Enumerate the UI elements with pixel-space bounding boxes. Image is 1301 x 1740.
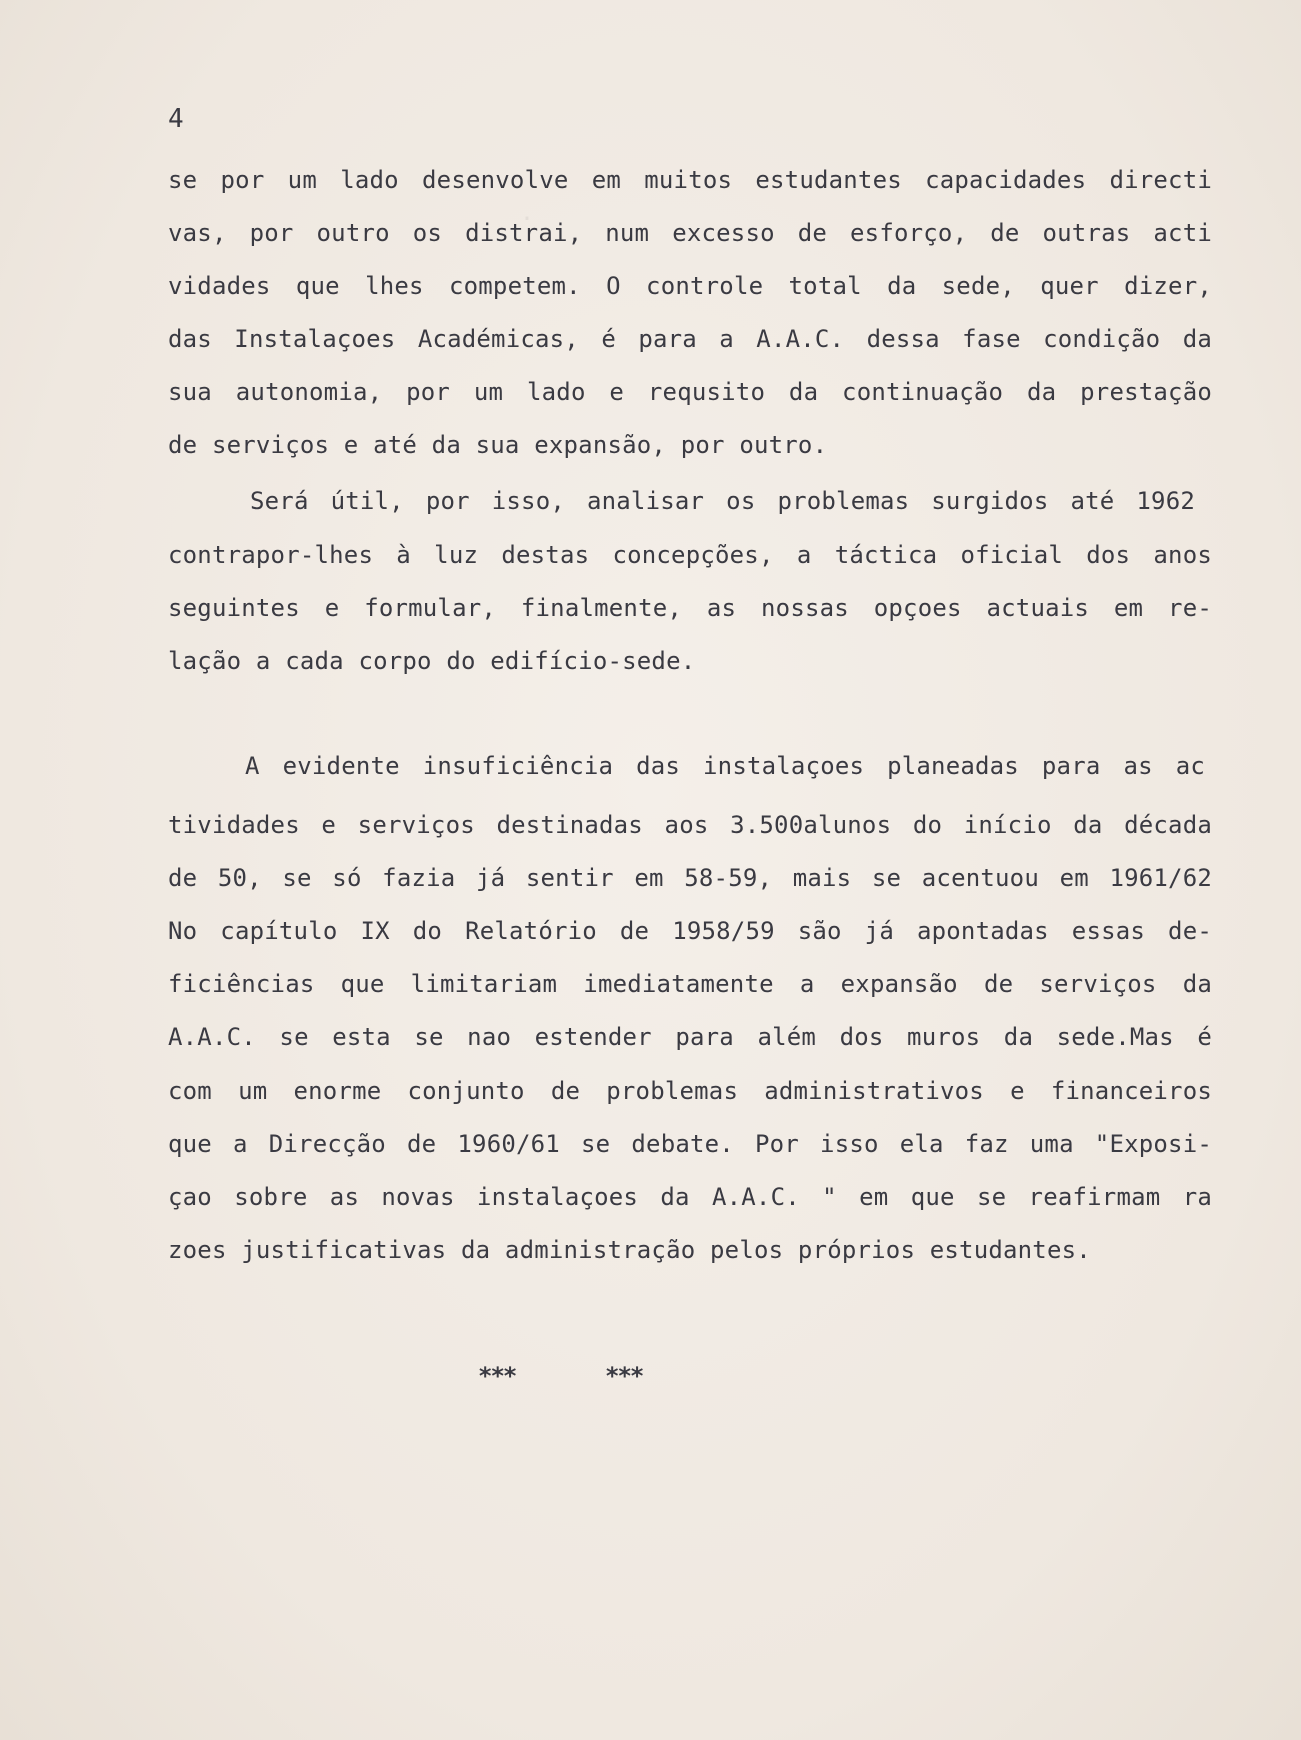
separator-stars-left: *** (478, 1362, 516, 1390)
text-line: A evidente insuficiência das instalaçoes planeadas para as ac (245, 752, 1205, 780)
text-line: A.A.C. se esta se nao estender para além dos muros da sede.Mas é (168, 1023, 1212, 1051)
text-line: contrapor-lhes à luz destas concepções, a táctica oficial dos anos (168, 541, 1212, 569)
text-line: se por um lado desenvolve em muitos estudantes capacidades directi (168, 166, 1212, 194)
text-line: ficiências que limitariam imediatamente a expansão de serviços da (168, 970, 1212, 998)
text-line: çao sobre as novas instalaçoes da A.A.C. " em que se reafirmam ra (168, 1183, 1212, 1211)
text-line: sua autonomia, por um lado e requsito da continuação da prestação (168, 378, 1212, 406)
text-line: das Instalaçoes Académicas, é para a A.A.C. dessa fase condição da (168, 325, 1212, 353)
text-line: vidades que lhes competem. O controle total da sede, quer dizer, (168, 272, 1212, 300)
text-line: de serviços e até da sua expansão, por outro. (168, 431, 828, 459)
text-line: com um enorme conjunto de problemas administrativos e financeiros (168, 1077, 1212, 1105)
text-line: de 50, se só fazia já sentir em 58-59, mais se acentuou em 1961/62 (168, 864, 1212, 892)
text-line: zoes justificativas da administração pelos próprios estudantes. (168, 1236, 1091, 1264)
bleed-through-text: . (520, 200, 534, 226)
text-line: que a Direcção de 1960/61 se debate. Por isso ela faz uma "Exposi- (168, 1130, 1212, 1158)
text-line: seguintes e formular, finalmente, as nossas opçoes actuais em re- (168, 594, 1212, 622)
separator-stars-right: *** (605, 1362, 643, 1390)
text-line: Será útil, por isso, analisar os problemas surgidos até 1962 (250, 487, 1195, 515)
text-line: No capítulo IX do Relatório de 1958/59 são já apontadas essas de- (168, 917, 1212, 945)
text-line: vas, por outro os distrai, num excesso de esforço, de outras acti (168, 219, 1212, 247)
text-line: tividades e serviços destinadas aos 3.500alunos do início da década (168, 811, 1212, 839)
text-line: lação a cada corpo do edifício-sede. (168, 647, 696, 675)
page-number: 4 (168, 104, 184, 134)
